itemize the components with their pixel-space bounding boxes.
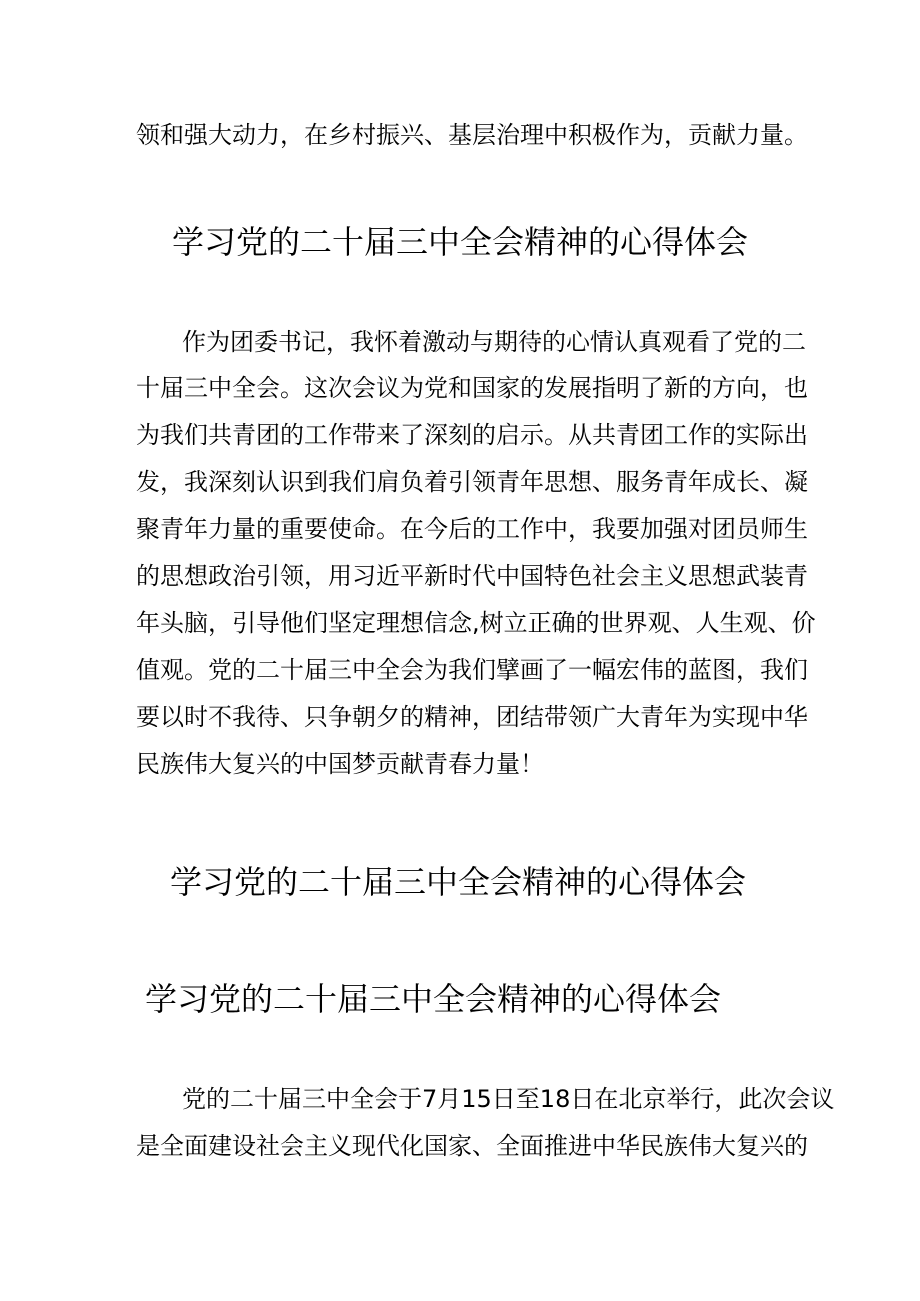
section-title-3: 学习党的二十届三中全会精神的心得体会 xyxy=(145,980,722,1018)
paragraph-line: 发，我深刻认识到我们肩负着引领青年思想、服务青年成长、凝 xyxy=(136,468,808,496)
paragraph-line: 作为团委书记，我怀着激动与期待的心情认真观看了党的二 xyxy=(182,328,806,356)
paragraph-line: 的思想政治引领，用习近平新时代中国特色社会主义思想武装青 xyxy=(136,562,808,590)
paragraph-line: 民族伟大复兴的中国梦贡献青春力量！ xyxy=(136,750,544,778)
paragraph-line: 聚青年力量的重要使命。在今后的工作中，我要加强对团员师生 xyxy=(136,515,808,543)
paragraph-line: 为我们共青团的工作带来了深刻的启示。从共青团工作的实际出 xyxy=(136,421,808,449)
paragraph-line: 值观。党的二十届三中全会为我们擘画了一幅宏伟的蓝图，我们 xyxy=(136,656,808,684)
paragraph-line: 党的二十届三中全会于7月15日至18日在北京举行，此次会议 xyxy=(182,1085,835,1113)
section-title-2: 学习党的二十届三中全会精神的心得体会 xyxy=(170,863,747,901)
section-title-1: 学习党的二十届三中全会精神的心得体会 xyxy=(172,223,749,261)
paragraph-line: 要以时不我待、只争朝夕的精神，团结带领广大青年为实现中华 xyxy=(136,703,808,731)
paragraph-line: 年头脑，引导他们坚定理想信念,树立正确的世界观、人生观、价 xyxy=(136,609,816,637)
continuation-paragraph-line: 领和强大动力，在乡村振兴、基层治理中积极作为，贡献力量。 xyxy=(136,121,808,149)
paragraph-line: 是全面建设社会主义现代化国家、全面推进中华民族伟大复兴的 xyxy=(136,1132,808,1160)
paragraph-line: 十届三中全会。这次会议为党和国家的发展指明了新的方向，也 xyxy=(136,374,808,402)
